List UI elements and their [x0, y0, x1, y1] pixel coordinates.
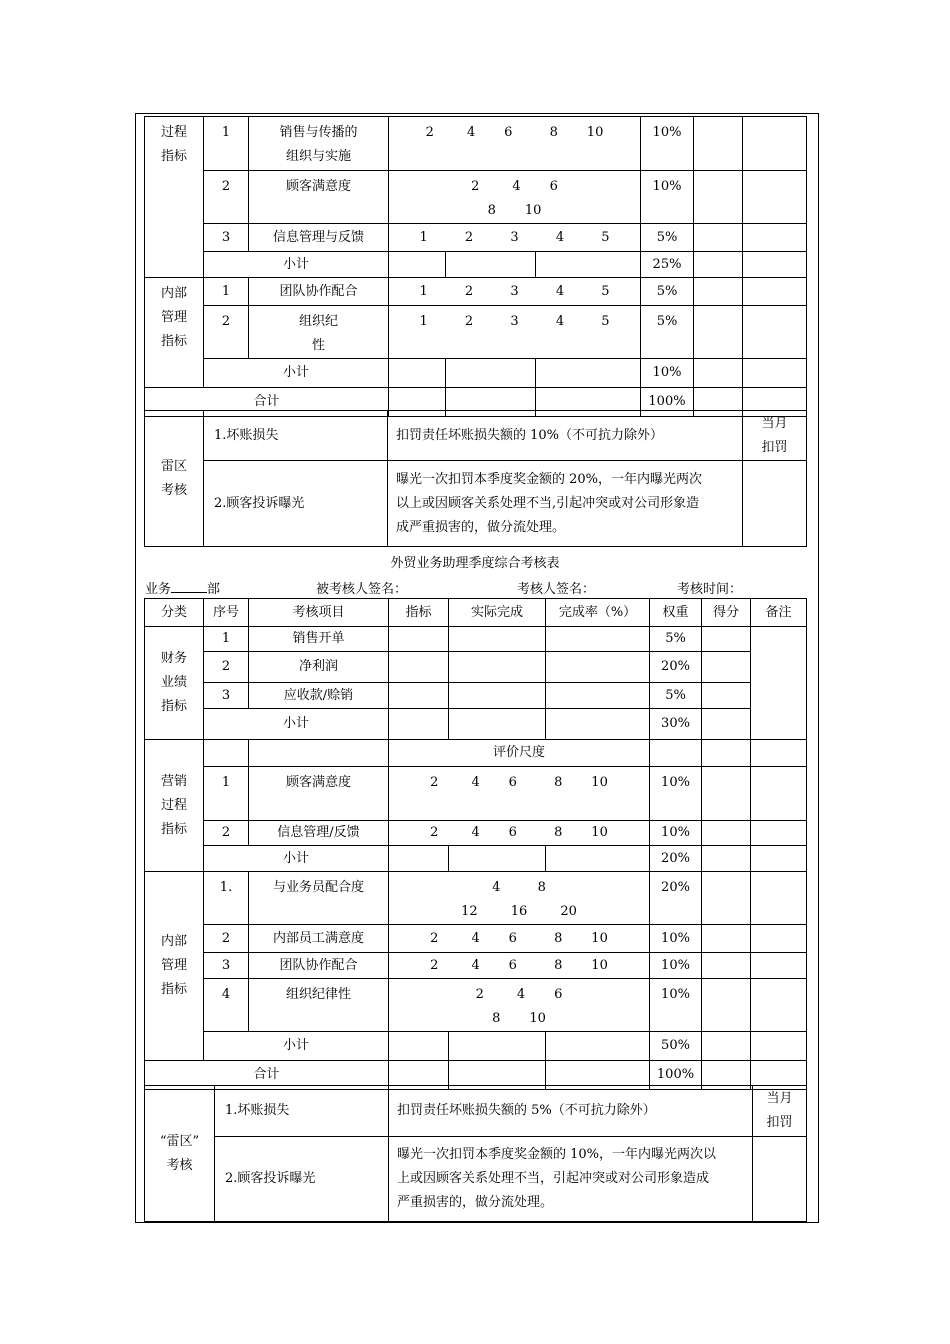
score-cell[interactable]	[702, 1032, 751, 1061]
item-name: 信息管理与反馈	[249, 224, 389, 252]
remark-cell[interactable]	[743, 306, 807, 359]
assessor-signature[interactable]: 考核人签名：	[517, 582, 596, 597]
item-name: 顾客满意度	[249, 767, 389, 821]
score-cell[interactable]	[694, 171, 743, 224]
header-item: 考核项目	[249, 599, 389, 627]
mine-description: 扣罚责任坏账损失额的 10%（不可抗力除外）	[388, 411, 743, 461]
total-weight: 100%	[641, 388, 694, 417]
table-row	[145, 979, 807, 1032]
score-cell[interactable]	[702, 846, 751, 872]
empty-cell[interactable]	[446, 252, 536, 278]
weight: 10%	[650, 925, 702, 953]
assessee-signature[interactable]: 被考核人签名：	[316, 582, 408, 597]
header-actual: 实际完成	[449, 599, 546, 627]
remark-cell[interactable]	[751, 979, 807, 1032]
rating-scale: 2 4 6 8 10	[389, 767, 650, 821]
table-row	[145, 411, 807, 461]
row-number: 2	[204, 306, 249, 359]
empty-cell[interactable]	[389, 846, 449, 872]
table-row	[145, 1086, 807, 1137]
empty-cell	[204, 740, 249, 767]
mine-category: “雷区” 考核	[145, 1086, 215, 1222]
score-cell[interactable]	[694, 252, 743, 278]
header-weight: 权重	[650, 599, 702, 627]
score-cell[interactable]	[702, 709, 751, 740]
subtotal-weight: 25%	[641, 252, 694, 278]
item-name: 净利润	[249, 652, 389, 683]
table-row	[145, 627, 807, 652]
row-number: 1	[204, 278, 249, 306]
weight: 10%	[650, 953, 702, 979]
remark-cell[interactable]	[751, 767, 807, 821]
category-internal: 内部 管理 指标	[145, 278, 204, 388]
remark-cell[interactable]	[743, 224, 807, 252]
item-name: 内部员工满意度	[249, 925, 389, 953]
rating-scale: 1 2 3 4 5	[389, 306, 641, 359]
table-row	[145, 683, 807, 709]
weight: 5%	[641, 278, 694, 306]
subtotal-label: 小计	[204, 709, 389, 740]
empty-cell[interactable]	[449, 1032, 546, 1061]
header-row	[145, 599, 807, 627]
subtotal-row	[145, 1032, 807, 1061]
weight: 5%	[641, 306, 694, 359]
target-cell[interactable]	[389, 683, 449, 709]
score-cell[interactable]	[702, 767, 751, 821]
rating-scale: 1 2 3 4 5	[389, 224, 641, 252]
mine-item: 2.顾客投诉曝光	[215, 1137, 389, 1222]
mine-description: 扣罚责任坏账损失额的 5%（不可抗力除外）	[389, 1086, 753, 1137]
remark-cell[interactable]	[751, 953, 807, 979]
empty-cell[interactable]	[389, 252, 446, 278]
remark-cell[interactable]	[751, 1032, 807, 1061]
row-number: 2	[204, 171, 249, 224]
weight: 10%	[641, 117, 694, 171]
table-row	[145, 821, 807, 846]
score-cell[interactable]	[702, 979, 751, 1032]
mine-table-2	[144, 1085, 807, 1222]
mine-note: 当月 扣罚	[743, 411, 807, 461]
mine-description: 曝光一次扣罚本季度奖金额的 20%，一年内曝光两次 以上或因顾客关系处理不当,引起冲突或对公司形象造 成严重损害的，做分流处理。	[388, 461, 743, 547]
rate-cell[interactable]	[546, 652, 650, 683]
item-name: 顾客满意度	[249, 171, 389, 224]
remark-cell[interactable]	[743, 117, 807, 171]
rating-scale: 2 4 6 8 10	[389, 979, 650, 1032]
table-assessment	[144, 598, 807, 1090]
rating-scale: 2 4 6 8 10	[389, 117, 641, 171]
weight: 20%	[650, 652, 702, 683]
subtotal-row	[145, 252, 807, 278]
rating-scale: 1 2 3 4 5	[389, 278, 641, 306]
empty-cell[interactable]	[546, 846, 650, 872]
subtotal-label: 小计	[204, 359, 389, 388]
row-number: 4	[204, 979, 249, 1032]
rating-scale: 2 4 6 8 10	[389, 925, 650, 953]
subtotal-row	[145, 846, 807, 872]
header-rate: 完成率（%）	[546, 599, 650, 627]
remark-cell[interactable]	[751, 627, 807, 740]
remark-cell[interactable]	[743, 252, 807, 278]
target-cell[interactable]	[389, 627, 449, 652]
subtotal-weight: 20%	[650, 846, 702, 872]
header-target: 指标	[389, 599, 449, 627]
score-cell[interactable]	[702, 872, 751, 925]
row-number: 1.	[204, 872, 249, 925]
empty-cell	[702, 740, 751, 767]
rate-cell[interactable]	[546, 683, 650, 709]
row-number: 2	[204, 821, 249, 846]
table-row	[145, 925, 807, 953]
empty-cell	[751, 740, 807, 767]
empty-cell[interactable]	[449, 709, 546, 740]
item-name: 信息管理/反馈	[249, 821, 389, 846]
remark-cell[interactable]	[751, 846, 807, 872]
subtotal-row	[145, 709, 807, 740]
assessment-time[interactable]: 考核时间：	[677, 582, 743, 597]
mine-category: 雷区 考核	[145, 411, 204, 547]
form-title: 外贸业务助理季度综合考核表	[390, 556, 560, 571]
score-cell[interactable]	[694, 224, 743, 252]
category-finance: 财务 业绩 指标	[145, 627, 204, 740]
empty-cell[interactable]	[536, 359, 641, 388]
score-cell[interactable]	[694, 359, 743, 388]
subtotal-weight: 10%	[641, 359, 694, 388]
row-number: 1	[204, 767, 249, 821]
actual-cell[interactable]	[449, 627, 546, 652]
mine-note-empty[interactable]	[743, 461, 807, 547]
table-row	[145, 278, 807, 306]
weight: 10%	[650, 821, 702, 846]
remark-cell[interactable]	[743, 278, 807, 306]
score-cell[interactable]	[702, 652, 751, 683]
weight: 20%	[650, 872, 702, 925]
empty-cell[interactable]	[536, 252, 641, 278]
item-name: 应收款/赊销	[249, 683, 389, 709]
weight: 10%	[641, 171, 694, 224]
mine-table-1	[144, 410, 807, 547]
subtotal-row	[145, 359, 807, 388]
remark-cell[interactable]	[743, 359, 807, 388]
mine-item: 1.坏账损失	[215, 1086, 389, 1137]
weight: 5%	[641, 224, 694, 252]
rating-scale: 2 4 6 8 10	[389, 953, 650, 979]
weight: 5%	[650, 683, 702, 709]
target-cell[interactable]	[389, 652, 449, 683]
item-name: 团队协作配合	[249, 278, 389, 306]
row-number: 1	[204, 117, 249, 171]
header-score: 得分	[702, 599, 751, 627]
scale-header: 评价尺度	[389, 740, 650, 767]
mine-note: 当月 扣罚	[753, 1086, 807, 1137]
header-number: 序号	[204, 599, 249, 627]
score-cell[interactable]	[702, 683, 751, 709]
item-name: 组织纪 性	[249, 306, 389, 359]
table-continued	[144, 116, 807, 417]
mine-item: 2.顾客投诉曝光	[204, 461, 388, 547]
item-name: 组织纪律性	[249, 979, 389, 1032]
table-row	[145, 171, 807, 224]
empty-cell[interactable]	[546, 709, 650, 740]
category-process: 过程 指标	[145, 117, 204, 278]
score-cell[interactable]	[702, 953, 751, 979]
table-row	[145, 1137, 807, 1222]
table-row	[145, 224, 807, 252]
weight: 10%	[650, 767, 702, 821]
weight: 5%	[650, 627, 702, 652]
subtotal-label: 小计	[204, 1032, 389, 1061]
subtotal-label: 小计	[204, 846, 389, 872]
department-field[interactable]: 业务 部	[145, 578, 220, 597]
rating-scale: 2 4 6 8 10	[389, 171, 641, 224]
rating-scale: 2 4 6 8 10	[389, 821, 650, 846]
score-cell[interactable]	[702, 925, 751, 953]
row-number: 3	[204, 683, 249, 709]
score-cell[interactable]	[702, 627, 751, 652]
row-number: 1	[204, 627, 249, 652]
table-row	[145, 872, 807, 925]
scale-header-row	[145, 740, 807, 767]
empty-cell	[650, 740, 702, 767]
subtotal-label: 小计	[204, 252, 389, 278]
actual-cell[interactable]	[449, 652, 546, 683]
category-marketing: 营销 过程 指标	[145, 740, 204, 872]
table-row	[145, 953, 807, 979]
category-internal: 内部 管理 指标	[145, 872, 204, 1061]
score-cell[interactable]	[702, 821, 751, 846]
empty-cell[interactable]	[449, 846, 546, 872]
remark-cell[interactable]	[751, 925, 807, 953]
empty-cell[interactable]	[546, 1032, 650, 1061]
total-label: 合计	[145, 1061, 389, 1090]
score-cell[interactable]	[694, 278, 743, 306]
row-number: 3	[204, 953, 249, 979]
table-row	[145, 461, 807, 547]
header-remark: 备注	[751, 599, 807, 627]
total-weight: 100%	[650, 1061, 702, 1090]
table-row	[145, 306, 807, 359]
total-label: 合计	[145, 388, 389, 417]
row-number: 2	[204, 925, 249, 953]
row-number: 2	[204, 652, 249, 683]
score-cell[interactable]	[694, 117, 743, 171]
empty-cell[interactable]	[389, 359, 446, 388]
rate-cell[interactable]	[546, 627, 650, 652]
score-cell[interactable]	[694, 306, 743, 359]
item-name: 与业务员配合度	[249, 872, 389, 925]
empty-cell[interactable]	[389, 709, 449, 740]
actual-cell[interactable]	[449, 683, 546, 709]
mine-description: 曝光一次扣罚本季度奖金额的 10%，一年内曝光两次以 上或因顾客关系处理不当，引起冲突或对公司形象造成 严重损害的，做分流处理。	[389, 1137, 753, 1222]
table-row	[145, 767, 807, 821]
subtotal-weight: 30%	[650, 709, 702, 740]
rating-scale: 4 8 12 16 20	[389, 872, 650, 925]
table-row	[145, 117, 807, 171]
weight: 10%	[650, 979, 702, 1032]
item-name: 团队协作配合	[249, 953, 389, 979]
header-category: 分类	[145, 599, 204, 627]
empty-cell[interactable]	[446, 359, 536, 388]
remark-cell[interactable]	[751, 821, 807, 846]
item-name: 销售开单	[249, 627, 389, 652]
empty-cell[interactable]	[389, 1032, 449, 1061]
mine-item: 1.坏账损失	[204, 411, 388, 461]
remark-cell[interactable]	[751, 872, 807, 925]
row-number: 3	[204, 224, 249, 252]
remark-cell[interactable]	[743, 171, 807, 224]
subtotal-weight: 50%	[650, 1032, 702, 1061]
item-name: 销售与传播的 组织与实施	[249, 117, 389, 171]
mine-note-empty[interactable]	[753, 1137, 807, 1222]
table-row	[145, 652, 807, 683]
empty-cell	[249, 740, 389, 767]
